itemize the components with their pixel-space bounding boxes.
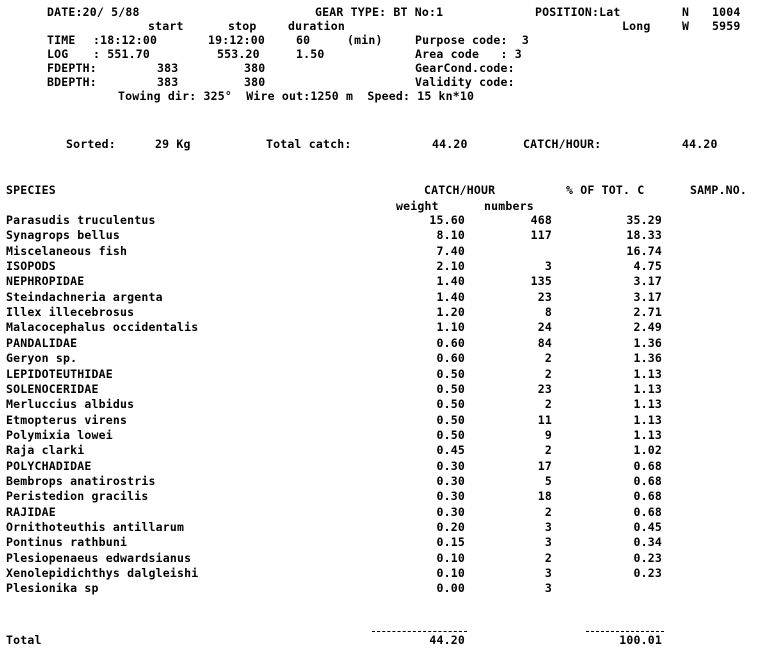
pct-value: 0.68 — [633, 505, 662, 519]
pct-value: 1.36 — [633, 336, 662, 350]
numbers-subheader: numbers — [484, 199, 534, 213]
col-start-heading: start — [148, 19, 184, 33]
numbers-value: 24 — [537, 320, 552, 334]
pct-value: 2.71 — [633, 305, 662, 319]
weight-value: 1.40 — [436, 274, 465, 288]
gear-cond-code: GearCond.code: — [415, 61, 515, 75]
numbers-value: 2 — [544, 551, 552, 565]
pct-value: 0.68 — [633, 489, 662, 503]
species-name: Pontinus rathbuni — [6, 535, 128, 549]
area-code: Area code : 3 — [415, 47, 522, 61]
weight-value: 0.50 — [436, 367, 465, 381]
weight-value: 0.45 — [436, 443, 465, 457]
catch-hour-value: 44.20 — [682, 137, 718, 151]
weight-value: 0.10 — [436, 551, 465, 565]
lat-value: 1004 — [712, 5, 741, 19]
pct-value: 0.68 — [633, 474, 662, 488]
pct-value: 3.17 — [633, 274, 662, 288]
species-name: Ornithoteuthis antillarum — [6, 520, 185, 534]
species-name: RAJIDAE — [6, 505, 56, 519]
numbers-value: 23 — [537, 382, 552, 396]
weight-value: 0.30 — [436, 489, 465, 503]
weight-value: 0.20 — [436, 520, 465, 534]
time-unit: (min) — [347, 33, 383, 47]
weight-value: 7.40 — [436, 244, 465, 258]
numbers-value: 468 — [530, 213, 552, 227]
species-name: Peristedion gracilis — [6, 489, 149, 503]
pct-total-column-header: % OF TOT. C — [566, 183, 645, 197]
species-name: Malacocephalus occidentalis — [6, 320, 199, 334]
numbers-value: 3 — [544, 581, 552, 595]
numbers-value: 2 — [544, 351, 552, 365]
species-name: Steindachneria argenta — [6, 290, 163, 304]
pct-value: 1.13 — [633, 413, 662, 427]
species-column-header: SPECIES — [6, 183, 56, 197]
weight-value: 0.30 — [436, 459, 465, 473]
numbers-value: 135 — [530, 274, 552, 288]
weight-value: 0.30 — [436, 474, 465, 488]
species-name: Miscelaneous fish — [6, 244, 128, 258]
numbers-value: 18 — [537, 489, 552, 503]
numbers-value: 117 — [530, 228, 552, 242]
pct-value: 2.49 — [633, 320, 662, 334]
pct-value: 3.17 — [633, 290, 662, 304]
validity-code: Validity code: — [415, 75, 515, 89]
time-label: TIME — [47, 33, 76, 47]
pct-value: 1.36 — [633, 351, 662, 365]
weight-value: 2.10 — [436, 259, 465, 273]
weight-value: 0.30 — [436, 505, 465, 519]
numbers-value: 23 — [537, 290, 552, 304]
bdepth-start: 383 — [157, 75, 179, 89]
species-name: NEPHROPIDAE — [6, 274, 85, 288]
total-weight: 44.20 — [429, 633, 465, 647]
col-duration-heading: duration — [288, 19, 345, 33]
fdepth-label: FDEPTH: — [47, 61, 97, 75]
pct-value: 0.23 — [633, 566, 662, 580]
species-name: Polymixia lowei — [6, 428, 113, 442]
fdepth-stop: 380 — [244, 61, 266, 75]
numbers-value: 2 — [544, 397, 552, 411]
numbers-value: 84 — [537, 336, 552, 350]
log-duration: 1.50 — [296, 47, 325, 61]
species-name: Plesiopenaeus edwardsianus — [6, 551, 192, 565]
pct-value: 4.75 — [633, 259, 662, 273]
pct-value: 0.68 — [633, 459, 662, 473]
weight-total-rule — [372, 631, 467, 632]
log-start: : 551.70 — [93, 47, 150, 61]
sorted-value: 29 Kg — [155, 137, 191, 151]
time-start: :18:12:00 — [93, 33, 158, 47]
weight-value: 15.60 — [429, 213, 465, 227]
weight-value: 0.60 — [436, 351, 465, 365]
species-name: POLYCHADIDAE — [6, 459, 92, 473]
weight-value: 0.15 — [436, 535, 465, 549]
species-name: Illex illecebrosus — [6, 305, 135, 319]
col-stop-heading: stop — [228, 19, 257, 33]
numbers-value: 3 — [544, 566, 552, 580]
numbers-value: 11 — [537, 413, 552, 427]
species-name: Bembrops anatirostris — [6, 474, 156, 488]
pct-value: 0.34 — [633, 535, 662, 549]
weight-value: 0.50 — [436, 428, 465, 442]
pct-total-rule — [586, 631, 664, 632]
weight-value: 0.50 — [436, 397, 465, 411]
pct-value: 35.29 — [626, 213, 662, 227]
date-field: DATE:20/ 5/88 — [47, 5, 140, 19]
species-name: Plesionika sp — [6, 581, 99, 595]
weight-value: 0.10 — [436, 566, 465, 580]
fdepth-start: 383 — [157, 61, 179, 75]
numbers-value: 2 — [544, 367, 552, 381]
weight-subheader: weight — [396, 199, 439, 213]
sorted-label: Sorted: — [66, 137, 116, 151]
numbers-value: 3 — [544, 520, 552, 534]
species-name: Xenolepidichthys dalgleishi — [6, 566, 199, 580]
weight-value: 0.50 — [436, 413, 465, 427]
log-stop: 553.20 — [217, 47, 260, 61]
pct-value: 0.23 — [633, 551, 662, 565]
numbers-value: 2 — [544, 443, 552, 457]
lat-direction: N — [682, 5, 690, 19]
pct-value: 1.13 — [633, 428, 662, 442]
long-value: 5959 — [712, 19, 741, 33]
numbers-value: 2 — [544, 505, 552, 519]
pct-value: 1.13 — [633, 382, 662, 396]
log-label: LOG — [47, 47, 69, 61]
total-pct: 100.01 — [619, 633, 662, 647]
position-label: POSITION:Lat — [535, 5, 621, 19]
numbers-value: 3 — [544, 259, 552, 273]
weight-value: 1.20 — [436, 305, 465, 319]
total-catch-label: Total catch: — [266, 137, 352, 151]
weight-value: 0.00 — [436, 581, 465, 595]
bdepth-label: BDEPTH: — [47, 75, 97, 89]
species-name: SOLENOCERIDAE — [6, 382, 99, 396]
towing-info: Towing dir: 325° Wire out:1250 m Speed: 15 kn*10 — [118, 89, 475, 103]
long-label: Long — [622, 19, 651, 33]
species-name: Geryon sp. — [6, 351, 78, 365]
species-name: LEPIDOTEUTHIDAE — [6, 367, 113, 381]
weight-value: 1.40 — [436, 290, 465, 304]
numbers-value: 3 — [544, 535, 552, 549]
total-label: Total — [6, 633, 42, 647]
pct-value: 1.13 — [633, 397, 662, 411]
species-name: Raja clarki — [6, 443, 85, 457]
weight-value: 1.10 — [436, 320, 465, 334]
numbers-value: 8 — [544, 305, 552, 319]
purpose-code: Purpose code: 3 — [415, 33, 529, 47]
species-name: Merluccius albidus — [6, 397, 135, 411]
long-direction: W — [682, 19, 690, 33]
catch-hour-column-header: CATCH/HOUR — [424, 183, 496, 197]
pct-value: 18.33 — [626, 228, 662, 242]
weight-value: 8.10 — [436, 228, 465, 242]
species-name: Parasudis truculentus — [6, 213, 156, 227]
species-name: PANDALIDAE — [6, 336, 78, 350]
numbers-value: 5 — [544, 474, 552, 488]
gear-type-field: GEAR TYPE: BT No:1 — [315, 5, 444, 19]
time-stop: 19:12:00 — [208, 33, 265, 47]
catch-hour-label: CATCH/HOUR: — [523, 137, 602, 151]
species-name: Synagrops bellus — [6, 228, 120, 242]
time-duration: 60 — [296, 33, 311, 47]
numbers-value: 17 — [537, 459, 552, 473]
weight-value: 0.50 — [436, 382, 465, 396]
species-name: Etmopterus virens — [6, 413, 128, 427]
pct-value: 0.45 — [633, 520, 662, 534]
bdepth-stop: 380 — [244, 75, 266, 89]
pct-value: 1.13 — [633, 367, 662, 381]
total-catch-value: 44.20 — [432, 137, 468, 151]
pct-value: 16.74 — [626, 244, 662, 258]
samp-no-column-header: SAMP.NO. — [690, 183, 747, 197]
weight-value: 0.60 — [436, 336, 465, 350]
species-name: ISOPODS — [6, 259, 56, 273]
numbers-value: 9 — [544, 428, 552, 442]
pct-value: 1.02 — [633, 443, 662, 457]
